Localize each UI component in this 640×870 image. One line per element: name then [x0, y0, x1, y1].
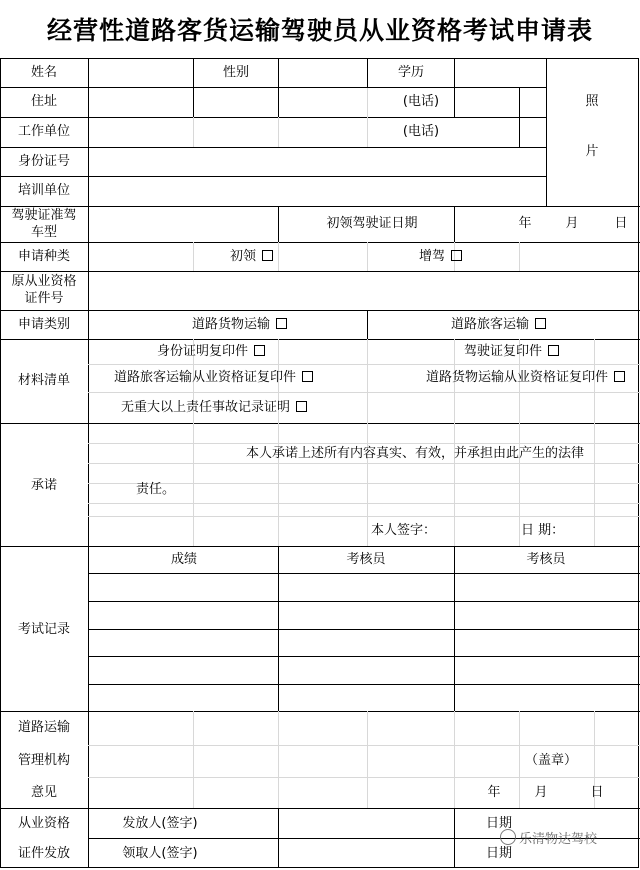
add-apply-checkbox[interactable] [451, 250, 462, 261]
mat-freight-cert-checkbox[interactable] [614, 371, 625, 382]
mat-no-accident-checkbox[interactable] [296, 401, 307, 412]
opinion-label: 意见 [30, 785, 58, 800]
receive-date-label: 日期 [486, 846, 513, 861]
address-label: 住址 [30, 94, 58, 109]
mat-passenger-cert-label: 道路旅客运输从业资格证复印件 [114, 370, 297, 385]
self-sign-label: 本人签字： [371, 523, 437, 538]
add-apply-label: 增驾 [419, 249, 446, 264]
stamp-label: （盖章） [524, 753, 578, 768]
freight-checkbox[interactable] [276, 318, 287, 329]
examiner-header-2: 考核员 [526, 552, 566, 567]
mat-freight-cert-label: 道路货物运输从业资格证复印件 [426, 370, 609, 385]
cert-issue-label-line2: 证件发放 [17, 846, 71, 861]
training-unit-label: 培训单位 [17, 183, 71, 198]
name-label: 姓名 [30, 65, 58, 80]
promise-text-line2: 责任。 [136, 482, 176, 497]
gender-label: 性别 [222, 65, 250, 80]
first-apply-option[interactable] [230, 249, 273, 265]
promise-text-line1: 本人承诺上述所有内容真实、有效，并承担由此产生的法律 [246, 446, 585, 461]
mat-freight-cert-option[interactable] [426, 370, 625, 386]
mat-no-accident-option[interactable] [121, 400, 307, 416]
opinion-month-label: 月 [534, 785, 548, 800]
mat-id-copy-label: 身份证明复印件 [157, 344, 249, 359]
photo-label-top: 照 [585, 94, 599, 109]
opinion-year-label: 年 [487, 785, 501, 800]
first-license-month-label: 月 [565, 216, 579, 231]
mat-license-copy-checkbox[interactable] [548, 345, 559, 356]
watermark-logo-icon [500, 829, 516, 845]
vehicle-type-label-line2: 车型 [30, 225, 58, 240]
first-license-date-label: 初领驾驶证日期 [326, 216, 418, 231]
form-title: 经营性道路客货运输驾驶员从业资格考试申请表 [46, 16, 593, 45]
mat-no-accident-label: 无重大以上责任事故记录证明 [121, 400, 291, 415]
receiver-label: 领取人(签字) [122, 846, 198, 861]
promise-label: 承诺 [30, 478, 58, 493]
apply-category-label: 申请类别 [17, 317, 71, 332]
workplace-phone-label: (电话) [402, 124, 440, 139]
workplace-label: 工作单位 [17, 124, 71, 139]
score-header: 成绩 [170, 552, 198, 567]
apply-kind-label: 申请种类 [17, 249, 71, 264]
first-license-year-label: 年 [518, 216, 532, 231]
address-phone-label: (电话) [402, 94, 440, 109]
watermark [500, 820, 597, 860]
passenger-option[interactable] [451, 317, 546, 333]
freight-option[interactable] [192, 317, 287, 333]
freight-label: 道路货物运输 [192, 317, 271, 332]
materials-label: 材料清单 [17, 373, 71, 388]
promise-date-label: 日 期： [521, 523, 565, 538]
first-license-day-label: 日 [614, 216, 628, 231]
mat-passenger-cert-option[interactable] [114, 370, 313, 386]
watermark-text: 乐清物达驾校 [519, 832, 598, 847]
mat-id-copy-option[interactable] [157, 344, 265, 360]
id-number-label: 身份证号 [17, 154, 71, 169]
education-label: 学历 [397, 65, 425, 80]
mat-license-copy-option[interactable] [464, 344, 559, 360]
old-cert-label-line1: 原从业资格 [11, 274, 77, 289]
mat-id-copy-checkbox[interactable] [254, 345, 265, 356]
issuer-label: 发放人(签字) [122, 816, 198, 831]
road-transport-label: 道路运输 [17, 720, 71, 735]
examiner-header-1: 考核员 [346, 552, 386, 567]
issue-date-label: 日期 [486, 816, 513, 831]
opinion-day-label: 日 [590, 785, 604, 800]
photo-label-bottom: 片 [585, 144, 599, 159]
management-org-label: 管理机构 [17, 753, 71, 768]
cert-issue-label-line1: 从业资格 [17, 816, 71, 831]
old-cert-label-line2: 证件号 [24, 291, 64, 306]
add-apply-option[interactable] [419, 249, 462, 265]
passenger-label: 道路旅客运输 [451, 317, 530, 332]
vehicle-type-label-line1: 驾驶证准驾 [11, 208, 77, 223]
first-apply-checkbox[interactable] [262, 250, 273, 261]
mat-passenger-cert-checkbox[interactable] [302, 371, 313, 382]
first-apply-label: 初领 [230, 249, 257, 264]
passenger-checkbox[interactable] [535, 318, 546, 329]
mat-license-copy-label: 驾驶证复印件 [464, 344, 543, 359]
exam-record-label: 考试记录 [17, 622, 71, 637]
